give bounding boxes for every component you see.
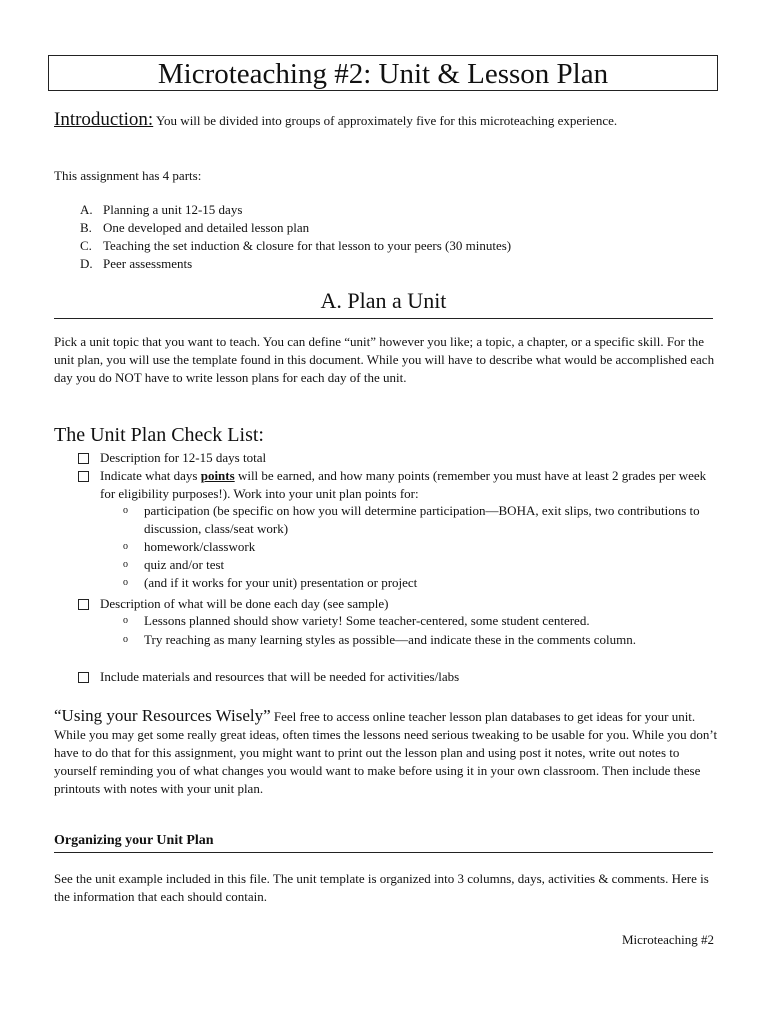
resources-title: “Using your Resources Wisely” <box>54 706 271 725</box>
section-a-paragraph: Pick a unit topic that you want to teach. You can define “unit” however you like; a topic, a chapter, or a specific skill. For the unit plan, you will use the template found in this document. While you will have to describe what would be accomplished each day you do NOT have to write lesson plans for each day of the unit. <box>54 334 715 385</box>
text-segment: will be earned, and how many points (remember you must have at least 2 grades per week for eligibility purposes!). Work into your unit plan points for: <box>100 468 707 501</box>
text-segment: Indicate what days <box>100 468 201 483</box>
bullet-icon: o <box>123 505 128 516</box>
sub-list-item-text: participation (be specific on how you will determine participation—BOHA, exit slips, two contributions to discussion, class/seat work) <box>144 503 700 536</box>
checklist-item-text: Description of what will be done each day (see sample) <box>100 596 389 611</box>
list-item-text: Planning a unit 12-15 days <box>103 202 243 217</box>
checklist-item-text: Include materials and resources that will be needed for activities/labs <box>100 669 460 684</box>
sub-list-item-text: quiz and/or test <box>144 557 225 572</box>
page-footer: Microteaching #2 <box>621 932 714 947</box>
sub-list-item <box>123 612 718 630</box>
checkbox-icon <box>78 672 89 683</box>
points-emphasis: points <box>200 468 235 483</box>
sub-list-item-text: homework/classwork <box>144 539 256 554</box>
sub-list-item <box>123 631 718 649</box>
introduction-heading: Introduction: <box>54 109 154 130</box>
checklist-title: The Unit Plan Check List: <box>54 424 264 446</box>
resources-text: Feel free to access online teacher lesson plan databases to get ideas for your unit. While you may get some really great ideas, often times the lessons need serious tweaking to be usable for you. While you don’t have to do that for this assignment, you might want to print out the lesson plan and using post it notes, write out notes to yourself reminding you of what changes you would want to make before using it in your own classroom. Then include these printouts with notes with your unit plan. <box>54 709 718 796</box>
introduction-text: You will be divided into groups of approximately five for this microteaching experience. <box>153 113 618 128</box>
sub-list-item <box>123 502 718 538</box>
checkbox-icon <box>78 471 89 482</box>
list-item-text: Peer assessments <box>103 256 193 271</box>
sub-list-item <box>123 574 718 592</box>
bullet-icon: o <box>123 577 128 588</box>
checkbox-icon <box>78 453 89 464</box>
assignment-intro: This assignment has 4 parts: <box>54 168 202 183</box>
checklist-item <box>78 595 718 613</box>
list-item <box>80 219 720 237</box>
checklist-item-text <box>100 467 718 503</box>
sub-list-item <box>123 538 718 556</box>
list-marker: A. <box>80 202 93 217</box>
resources-paragraph <box>54 707 718 798</box>
assignment-parts-list <box>80 201 720 273</box>
list-item-text: One developed and detailed lesson plan <box>103 220 310 235</box>
section-a-heading: A. Plan a Unit <box>54 287 713 319</box>
organizing-paragraph: See the unit example included in this file. The unit template is organized into 3 columns, days, activities & comments. Here is the information that each should contain. <box>54 871 709 904</box>
checklist-item <box>78 449 718 467</box>
list-item-text: Teaching the set induction & closure for that lesson to your peers (30 minutes) <box>103 238 512 253</box>
checklist-item-text: Description for 12-15 days total <box>100 450 267 465</box>
sub-list-item-text: (and if it works for your unit) presentation or project <box>144 575 418 590</box>
sub-list-item-text: Lessons planned should show variety! Some teacher-centered, some student centered. <box>144 613 590 628</box>
bullet-icon: o <box>123 634 128 645</box>
checkbox-icon <box>78 599 89 610</box>
sub-list-item <box>123 556 718 574</box>
document-title: Microteaching #2: Unit & Lesson Plan <box>48 55 718 91</box>
checklist-item <box>78 467 718 503</box>
bullet-icon: o <box>123 615 128 626</box>
checklist-item <box>78 668 718 686</box>
organizing-heading: Organizing your Unit Plan <box>54 832 713 853</box>
bullet-icon: o <box>123 541 128 552</box>
list-marker: B. <box>80 220 92 235</box>
introduction-paragraph <box>54 111 718 130</box>
list-item <box>80 237 720 255</box>
list-item <box>80 201 720 219</box>
sub-list-item-text: Try reaching as many learning styles as possible—and indicate these in the comments column. <box>144 632 636 647</box>
bullet-icon: o <box>123 559 128 570</box>
list-marker: C. <box>80 238 92 253</box>
list-item <box>80 255 720 273</box>
list-marker: D. <box>80 256 93 271</box>
